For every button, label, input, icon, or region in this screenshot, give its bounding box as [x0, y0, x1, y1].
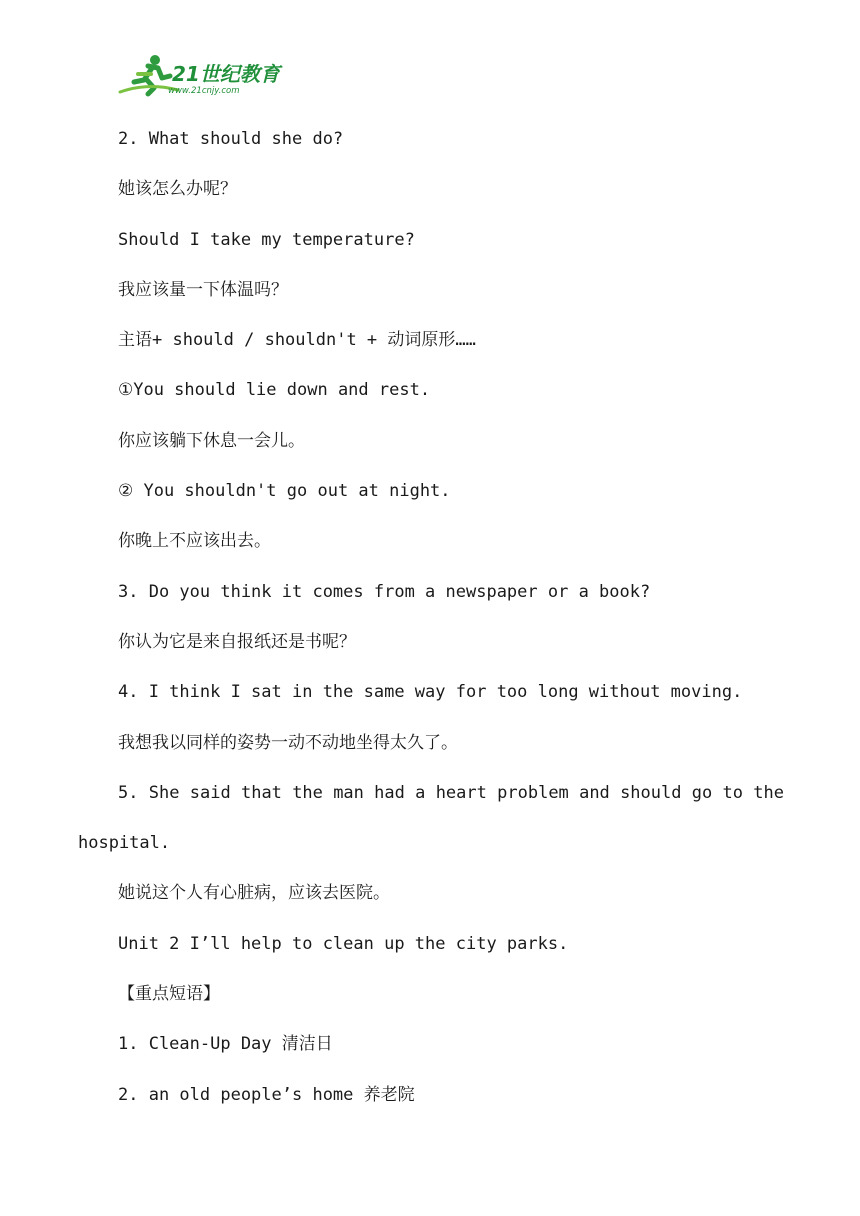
text-line-13: 我想我以同样的姿势一动不动地坐得太久了。: [118, 732, 458, 753]
text-line-15: 她说这个人有心脏病，应该去医院。: [118, 883, 390, 904]
phrase-item-2: 2. an old people’s home 养老院: [118, 1084, 415, 1105]
text-line-1: 2. What should she do?: [118, 129, 344, 149]
text-line-6: ①You should lie down and rest.: [118, 380, 431, 401]
text-line-10: 3. Do you think it comes from a newspaper or a book?: [118, 581, 651, 602]
text-line-14: 5. She said that the man had a heart problem and should go to the hospital.: [78, 782, 784, 854]
site-logo: [118, 52, 288, 98]
text-line-9: 你晚上不应该出去。: [118, 531, 271, 552]
document-body: [78, 114, 784, 1120]
phrase-item-1: 1. Clean-Up Day 清洁日: [118, 1034, 333, 1055]
unit-heading: Unit 2 I’ll help to clean up the city parks.: [118, 933, 569, 954]
text-line-4: 我应该量一下体温吗？: [118, 279, 288, 300]
logo-text: 21世纪教育: [172, 62, 280, 86]
text-line-8: ② You shouldn't go out at night.: [118, 481, 451, 502]
text-line-7: 你应该躺下休息一会儿。: [118, 430, 305, 451]
text-line-12: 4. I think I sat in the same way for too long without moving.: [118, 682, 743, 703]
running-man-icon: [118, 52, 288, 98]
text-line-2: 她该怎么办呢？: [118, 179, 237, 200]
text-line-5: 主语+ should / shouldn't + 动词原形……: [118, 330, 476, 351]
logo-url-text: www.21cnjy.com: [168, 86, 240, 96]
text-line-3: Should I take my temperature?: [118, 229, 415, 250]
text-line-11: 你认为它是来自报纸还是书呢？: [118, 631, 356, 652]
section-heading: 【重点短语】: [118, 984, 220, 1005]
